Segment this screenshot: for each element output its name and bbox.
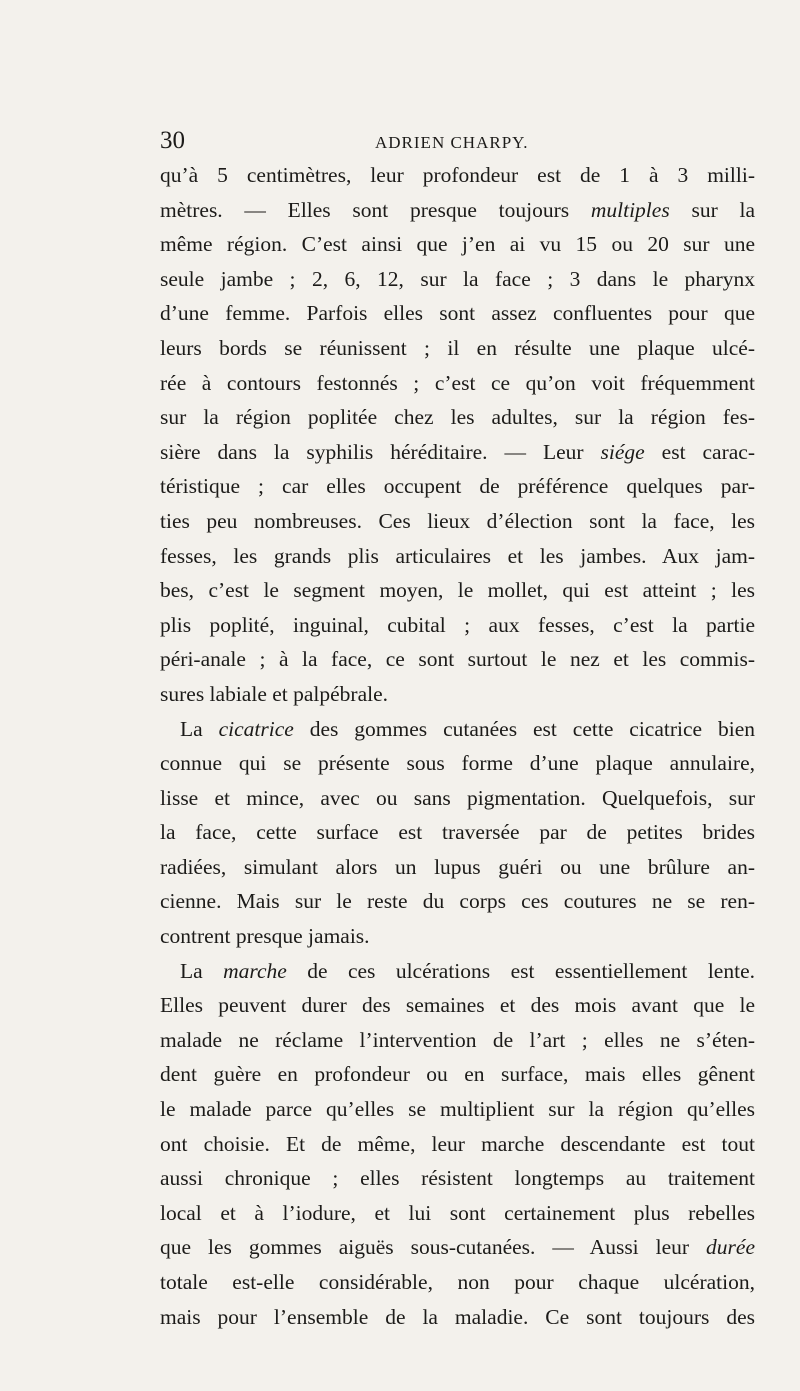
text-run: ties peu nombreuses. Ces lieux d’élection sont la face, les	[160, 508, 755, 533]
text-line	[160, 1265, 755, 1300]
text-line	[160, 331, 755, 366]
italic-term: durée	[706, 1235, 755, 1260]
text-run: radiées, simulant alors un lupus guéri ou une brûlure an-	[160, 854, 755, 879]
text-line	[160, 1300, 755, 1335]
text-line	[160, 1057, 755, 1092]
text-run: la face, cette surface est traversée par de petites brides	[160, 820, 755, 845]
text-line	[160, 919, 755, 954]
text-line	[160, 608, 755, 643]
text-line	[160, 469, 755, 504]
text-run: dent guère en profondeur ou en surface, mais elles gênent	[160, 1062, 755, 1087]
text-line	[160, 504, 755, 539]
text-run: leurs bords se réunissent ; il en résulte une plaque ulcé-	[160, 335, 755, 360]
text-run: sures labiale et palpébrale.	[160, 681, 389, 706]
text-run: La	[180, 716, 219, 741]
text-line	[160, 262, 755, 297]
text-line	[160, 435, 755, 470]
text-run: cienne. Mais sur le reste du corps ces coutures ne se ren-	[160, 889, 755, 914]
page-number: 30	[160, 127, 185, 154]
text-line	[160, 988, 755, 1023]
text-run: qu’à 5 centimètres, leur profondeur est de 1 à 3 milli-	[160, 163, 755, 187]
text-line	[160, 227, 755, 262]
italic-term: cicatrice	[218, 716, 294, 741]
text-line	[160, 1230, 755, 1265]
text-line	[160, 366, 755, 401]
text-run: mètres. — Elles sont presque toujours	[160, 197, 591, 222]
text-run: lisse et mince, avec ou sans pigmentation. Quelquefois, sur	[160, 785, 755, 810]
text-run: téristique ; car elles occupent de préférence quelques par-	[160, 474, 755, 499]
text-run: bes, c’est le segment moyen, le mollet, qui est atteint ; les	[160, 578, 755, 603]
text-run: mais pour l’ensemble de la maladie. Ce sont toujours des	[160, 1304, 755, 1329]
text-run: même région. C’est ainsi que j’en ai vu 15 ou 20 sur une	[160, 232, 755, 257]
text-run: seule jambe ; 2, 6, 12, sur la face ; 3 dans le pharynx	[160, 266, 755, 291]
text-run: totale est-elle considérable, non pour chaque ulcération,	[160, 1270, 755, 1294]
text-run: le malade parce qu’elles se multiplient sur la région qu’elles	[160, 1097, 755, 1122]
body-text	[160, 158, 755, 1334]
italic-term: marche	[223, 958, 287, 983]
text-line	[160, 539, 755, 574]
text-run: sur la région poplitée chez les adultes, sur la région fes-	[160, 405, 755, 430]
text-run: aussi chronique ; elles résistent longtemps au traitement	[160, 1166, 755, 1191]
page-header	[160, 127, 755, 159]
italic-term: siége	[600, 439, 645, 464]
text-line	[160, 296, 755, 331]
text-line	[160, 573, 755, 608]
text-line	[160, 712, 755, 747]
text-run: de ces ulcérations est essentiellement lente.	[286, 958, 755, 983]
text-line	[160, 1161, 755, 1196]
text-line	[160, 193, 755, 228]
text-line	[160, 815, 755, 850]
running-head: ADRIEN CHARPY.	[375, 133, 529, 152]
text-run: rée à contours festonnés ; c’est ce qu’on voit fréquemment	[160, 370, 755, 395]
text-run: plis poplité, inguinal, cubital ; aux fesses, c’est la partie	[160, 612, 755, 637]
text-run: est carac-	[644, 439, 755, 464]
text-line	[160, 746, 755, 781]
text-run: péri-anale ; à la face, ce sont surtout le nez et les commis-	[160, 647, 755, 672]
text-line	[160, 954, 755, 989]
text-line	[160, 642, 755, 677]
text-run: sur la	[669, 197, 755, 222]
text-line	[160, 1127, 755, 1162]
text-line	[160, 400, 755, 435]
text-line	[160, 1023, 755, 1058]
text-run: des gommes cutanées est cette cicatrice bien	[293, 716, 755, 741]
text-line	[160, 1092, 755, 1127]
text-line	[160, 850, 755, 885]
text-run: fesses, les grands plis articulaires et les jambes. Aux jam-	[160, 543, 755, 568]
text-run: contrent presque jamais.	[160, 924, 370, 949]
text-run: que les gommes aiguës sous-cutanées. — Aussi leur	[160, 1235, 707, 1260]
text-run: connue qui se présente sous forme d’une plaque annulaire,	[160, 751, 755, 776]
text-line	[160, 781, 755, 816]
text-run: malade ne réclame l’intervention de l’art ; elles ne s’éten-	[160, 1027, 755, 1052]
text-line	[160, 158, 755, 193]
text-line	[160, 677, 755, 712]
text-run: La	[180, 958, 224, 983]
text-run: local et à l’iodure, et lui sont certainement plus rebelles	[160, 1200, 755, 1225]
text-run: ont choisie. Et de même, leur marche descendante est tout	[160, 1131, 755, 1156]
text-line	[160, 1196, 755, 1231]
text-run: sière dans la syphilis héréditaire. — Leur	[160, 439, 601, 464]
text-run: Elles peuvent durer des semaines et des mois avant que le	[160, 993, 755, 1018]
text-run: d’une femme. Parfois elles sont assez confluentes pour que	[160, 301, 755, 326]
italic-term: multiples	[590, 197, 670, 222]
text-line	[160, 884, 755, 919]
